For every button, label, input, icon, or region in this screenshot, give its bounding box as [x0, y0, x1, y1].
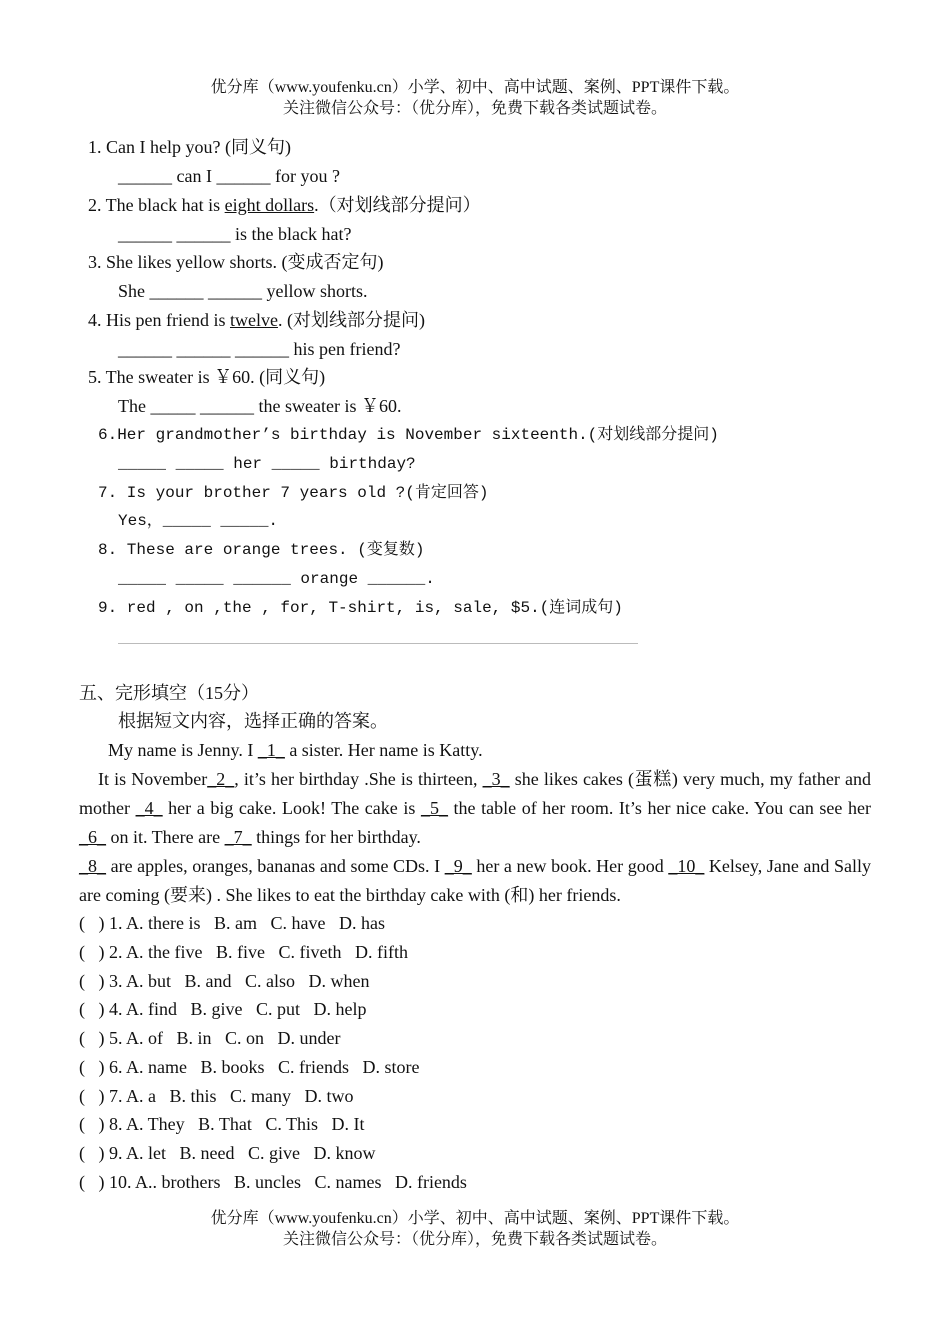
answer-1: ______ can I ______ for you ?: [118, 166, 340, 186]
blank-8: _8_: [79, 856, 106, 876]
q4-post: . (对划线部分提问): [277, 310, 425, 330]
page-footer: [0, 1208, 950, 1250]
passage-text: are apples, oranges, bananas and some CDs. I: [106, 856, 445, 876]
question-6: 6.Her grandmother’s birthday is November sixteenth.(对划线部分提问): [98, 426, 719, 444]
answer-5: The _____ ______ the sweater is ￥60.: [118, 396, 402, 416]
passage-text: on it. There are: [106, 827, 225, 847]
blank-10: _10_: [668, 856, 705, 876]
passage-text: her a big cake. Look! The cake is: [162, 798, 421, 818]
q2-underlined: eight dollars: [224, 195, 315, 215]
passage-text: It is November: [98, 769, 208, 789]
passage-text: , it’s her birthday .She is thirteen,: [234, 769, 483, 789]
passage-text: the table of her room. It’s her nice cake. You can see her: [447, 798, 871, 818]
passage-paragraph-2: [79, 765, 871, 852]
section-5-title: 五、完形填空（15分）: [79, 683, 259, 703]
answer-6: _____ _____ her _____ birthday?: [118, 455, 416, 473]
q4-pre: 4. His pen friend is: [88, 310, 230, 330]
option-row-2: ( ) 2. A. the five B. five C. fiveth D. fifth: [79, 942, 408, 962]
option-row-9: ( ) 9. A. let B. need C. give D. know: [79, 1143, 376, 1163]
passage-paragraph-3: [79, 852, 871, 910]
answer-4: ______ ______ ______ his pen friend?: [118, 339, 401, 359]
answer-3: She ______ ______ yellow shorts.: [118, 281, 368, 301]
option-row-4: ( ) 4. A. find B. give C. put D. help: [79, 999, 367, 1019]
blank-1: _1_: [257, 740, 285, 760]
question-1: 1. Can I help you? (同义句): [88, 137, 291, 157]
option-row-3: ( ) 3. A. but B. and C. also D. when: [79, 971, 370, 991]
blank-4: _4_: [135, 798, 163, 818]
blank-6: _6_: [79, 827, 106, 847]
option-row-6: ( ) 6. A. name B. books C. friends D. store: [79, 1057, 420, 1077]
option-row-7: ( ) 7. A. a B. this C. many D. two: [79, 1086, 354, 1106]
option-row-8: ( ) 8. A. They B. That C. This D. It: [79, 1114, 365, 1134]
option-row-10: ( ) 10. A.. brothers B. uncles C. names D. friends: [79, 1172, 467, 1192]
section-5-instruction: 根据短文内容，选择正确的答案。: [118, 711, 388, 731]
passage-text: a sister. Her name is Katty.: [284, 740, 483, 760]
question-3: 3. She likes yellow shorts. (变成否定句): [88, 252, 384, 272]
blank-9: _9_: [444, 856, 472, 876]
question-4: [88, 308, 425, 332]
answer-7: Yes，_____ _____.: [118, 512, 279, 530]
header-line-2: 关注微信公众号：（优分库），免费下载各类试题试卷。: [282, 100, 667, 117]
passage-line-1: [108, 738, 483, 762]
blank-2: _2_: [207, 769, 235, 789]
passage-text: things for her birthday.: [251, 827, 421, 847]
question-5: 5. The sweater is ￥60. (同义句): [88, 367, 326, 387]
blank-5: _5_: [420, 798, 448, 818]
passage-text: her a new book. Her good: [471, 856, 669, 876]
footer-line-1: 优分库（www.youfenku.cn）小学、初中、高中试题、案例、PPT课件下载。: [210, 1210, 740, 1227]
answer-9-line: [118, 643, 638, 644]
q4-underlined: twelve: [229, 310, 278, 330]
footer-line-2: 关注微信公众号：（优分库），免费下载各类试题试卷。: [282, 1231, 667, 1248]
passage-text: she likes cakes (蛋糕) very much, my father and mother: [79, 769, 871, 818]
blank-7: _7_: [224, 827, 252, 847]
question-2: [88, 193, 481, 217]
page-header: [0, 77, 950, 119]
option-row-1: ( ) 1. A. there is B. am C. have D. has: [79, 913, 385, 933]
question-8: 8. These are orange trees. (变复数): [98, 541, 425, 559]
question-7: 7. Is your brother 7 years old ?(肯定回答): [98, 484, 489, 502]
option-row-5: ( ) 5. A. of B. in C. on D. under: [79, 1028, 341, 1048]
passage-text: My name is Jenny. I: [108, 740, 258, 760]
header-line-1: 优分库（www.youfenku.cn）小学、初中、高中试题、案例、PPT课件下载。: [210, 79, 740, 96]
q2-post: .（对划线部分提问）: [314, 195, 481, 215]
answer-2: ______ ______ is the black hat?: [118, 224, 352, 244]
question-9: 9. red , on ,the , for, T-shirt, is, sale, $5.(连词成句): [98, 599, 623, 617]
blank-3: _3_: [482, 769, 510, 789]
q2-pre: 2. The black hat is: [88, 195, 225, 215]
passage-text: Kelsey, Jane and Sally are coming (要来) . She likes to eat the birthday cake with (和) her friends.: [79, 856, 871, 905]
answer-8: _____ _____ ______ orange ______.: [118, 570, 435, 588]
